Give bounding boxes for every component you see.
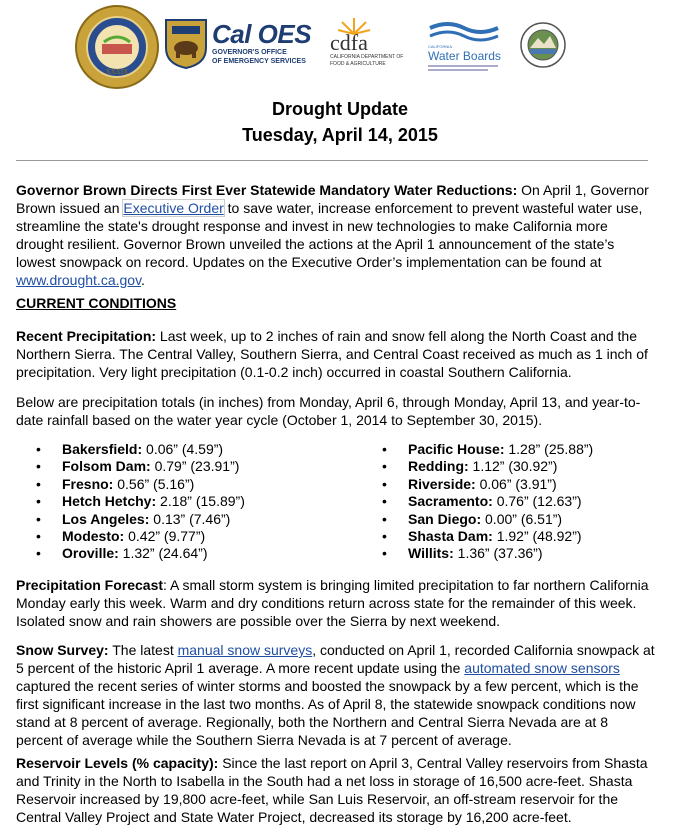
station-value: 0.56” (5.16”): [113, 475, 195, 492]
station-name: Modesto:: [62, 528, 125, 545]
cal-oes-logo: [212, 20, 312, 66]
forecast-text: : A small storm system is bringing limited precipitation to far northern California Monday early this week. Warm and dry conditions return across state for the remainder of this week. Isolated snow and rain showers are possible over the Sierra by next weekend.: [16, 577, 649, 629]
recent-precipitation-lead: Recent Precipitation:: [16, 328, 157, 344]
station-item: [16, 441, 245, 458]
svg-text:XXXIX: XXXIX: [105, 68, 129, 76]
stations-right-column: [362, 441, 593, 563]
cdfa-logo: [320, 14, 418, 68]
recent-precipitation-text: Last week, up to 2 inches of rain and snow fell along the North Coast and the Northern Sierra. The Central Valley, Southern Sierra, and Central Coast received as much as 1 inch of precipitation. Very light precipitation (0.1-0.2 inch) occurred in coastal Southern California.: [16, 328, 648, 380]
station-item: [362, 476, 593, 493]
station-value: 0.79” (23.91”): [150, 458, 240, 475]
station-name: Folsom Dam:: [62, 458, 151, 475]
totals-intro-paragraph: Below are precipitation totals (in inches) from Monday, April 6, through Monday, April 13, and year-to-date rainfall based on the water year cycle (October 1, 2014 to September 30, 2015).: [16, 394, 641, 428]
station-value: 0.06” (4.59”): [142, 441, 224, 457]
water-boards-top: CALIFORNIA: [428, 44, 453, 49]
station-item: [16, 545, 245, 562]
station-name: Hetch Hetchy:: [62, 493, 157, 510]
snow-text-3: captured the recent series of winter storms and boosted the snowpack by a few percent, which is the first significant increase in the last two months. As of April 8, the statewide snowpack conditions now stand at 8 percent of average. Regionally, both the Northern and Central Sierra Nevada are at 8 percent of average while the Southern Sierra Nevada is at 7 percent of average.: [16, 678, 639, 748]
station-item: [16, 476, 245, 493]
station-item: [16, 493, 245, 510]
station-name: Shasta Dam:: [408, 528, 493, 545]
snow-text-1: The latest: [108, 642, 178, 658]
intro-text-1: On April 1, Governor Brown issued an: [16, 182, 649, 216]
water-boards-fineprint: [428, 65, 498, 67]
doc-date: Tuesday, April 14, 2015: [242, 125, 438, 145]
cdfa-sub1: CALIFORNIA DEPARTMENT OF: [330, 54, 404, 60]
stations-left-column: [16, 441, 245, 563]
cdfa-sub2: FOOD & AGRICULTURE: [330, 61, 386, 67]
station-value: 2.18” (15.89”): [156, 493, 245, 510]
station-name: Oroville:: [62, 545, 119, 562]
governor-seal-logo: [74, 4, 160, 90]
reservoir-text: Since the last report on April 3, Central Valley reservoirs from Shasta and Trinity in the North to Isabella in the South had a net loss in storage of 16,500 acre-feet. Shasta Reservoir increased by 19,800 acre-feet, while San Luis Reservoir, an off-stream reservoir for the Central Valley Project and State Water Project, decreased its storage by 16,200 acre-feet.: [16, 755, 648, 825]
cal-oes-bear-shield-logo: [164, 18, 208, 70]
forecast-lead: Precipitation Forecast: [16, 577, 164, 593]
station-item: [362, 493, 593, 510]
cal-oes-name: Cal OES: [212, 19, 312, 49]
station-value: 1.12” (30.92”): [468, 458, 558, 475]
station-value: 0.00” (6.51”): [481, 510, 563, 527]
station-item: [362, 441, 593, 458]
station-name: Fresno:: [62, 475, 114, 492]
water-boards-logo: [428, 20, 504, 71]
cal-oes-sub2: OF EMERGENCY SERVICES: [212, 58, 306, 65]
station-name: Riverside:: [408, 475, 476, 492]
station-item: [362, 528, 593, 545]
title-divider: [16, 160, 648, 161]
station-value: 0.13” (7.46”): [149, 510, 231, 527]
reservoir-levels-paragraph: [16, 754, 656, 826]
station-name: San Diego:: [408, 510, 482, 527]
station-item: [362, 511, 593, 528]
station-name: Sacramento:: [408, 493, 493, 510]
automated-snow-sensors-link[interactable]: automated snow sensors: [464, 660, 620, 676]
intro-paragraph: [16, 181, 656, 289]
station-value: 0.42” (9.77”): [124, 528, 206, 545]
station-value: 1.28” (25.88”): [504, 441, 594, 457]
station-item: [16, 511, 245, 528]
logo-strip: [0, 0, 680, 90]
title-block: [0, 96, 680, 148]
snow-survey-paragraph: [16, 641, 656, 749]
manual-snow-surveys-link[interactable]: manual snow surveys: [177, 642, 313, 658]
drought-website-link[interactable]: www.drought.ca.gov: [16, 272, 142, 288]
station-value: 1.92” (48.92”): [492, 528, 582, 545]
station-item: [362, 458, 593, 475]
recent-precipitation-paragraph: [16, 327, 656, 381]
station-name: Bakersfield:: [62, 441, 143, 457]
station-name: Redding:: [408, 458, 469, 475]
station-name: Los Angeles:: [62, 510, 150, 527]
doc-title: Drought Update: [272, 99, 408, 119]
station-name: Willits:: [408, 545, 454, 562]
cal-oes-sub1: GOVERNOR'S OFFICE: [212, 49, 287, 56]
station-name: Pacific House:: [408, 441, 505, 457]
station-item: [362, 545, 593, 562]
executive-order-link[interactable]: Executive Order: [123, 200, 224, 216]
station-item: [16, 458, 245, 475]
water-waves-icon: [428, 20, 500, 44]
intro-text-2: to save water, increase enforcement to prevent wasteful water use, streamline the state's drought response and invest in new technologies to make California more drought resilient. Governor Brown unveiled the actions at the April 1 announcement of the state’s lowest snowpack on record. Updates on the Executive Order’s implementation can be found at: [16, 200, 643, 270]
station-item: [16, 528, 245, 545]
station-value: 0.76” (12.63”): [492, 493, 582, 510]
forecast-paragraph: [16, 576, 656, 630]
reservoir-lead: Reservoir Levels (% capacity):: [16, 755, 219, 771]
station-value: 1.32” (24.64”): [118, 545, 208, 562]
precipitation-totals-list: [16, 441, 656, 566]
current-conditions-heading: CURRENT CONDITIONS: [16, 295, 177, 311]
intro-lead: Governor Brown Directs First Ever Statewide Mandatory Water Reductions:: [16, 182, 518, 198]
snow-survey-lead: Snow Survey:: [16, 642, 109, 658]
natural-resources-seal-logo: [520, 22, 566, 68]
station-value: 1.36” (37.36”): [453, 545, 543, 562]
intro-text-3: .: [141, 272, 145, 288]
station-value: 0.06” (3.91”): [475, 475, 557, 492]
cdfa-name: cdfa: [330, 30, 368, 55]
water-boards-fineprint-2: [428, 69, 488, 71]
snow-text-2: , conducted on April 1, recorded California snowpack at 5 percent of the historic April 1 average. A more recent update using the: [16, 642, 655, 676]
water-boards-name: Water Boards: [428, 49, 501, 63]
